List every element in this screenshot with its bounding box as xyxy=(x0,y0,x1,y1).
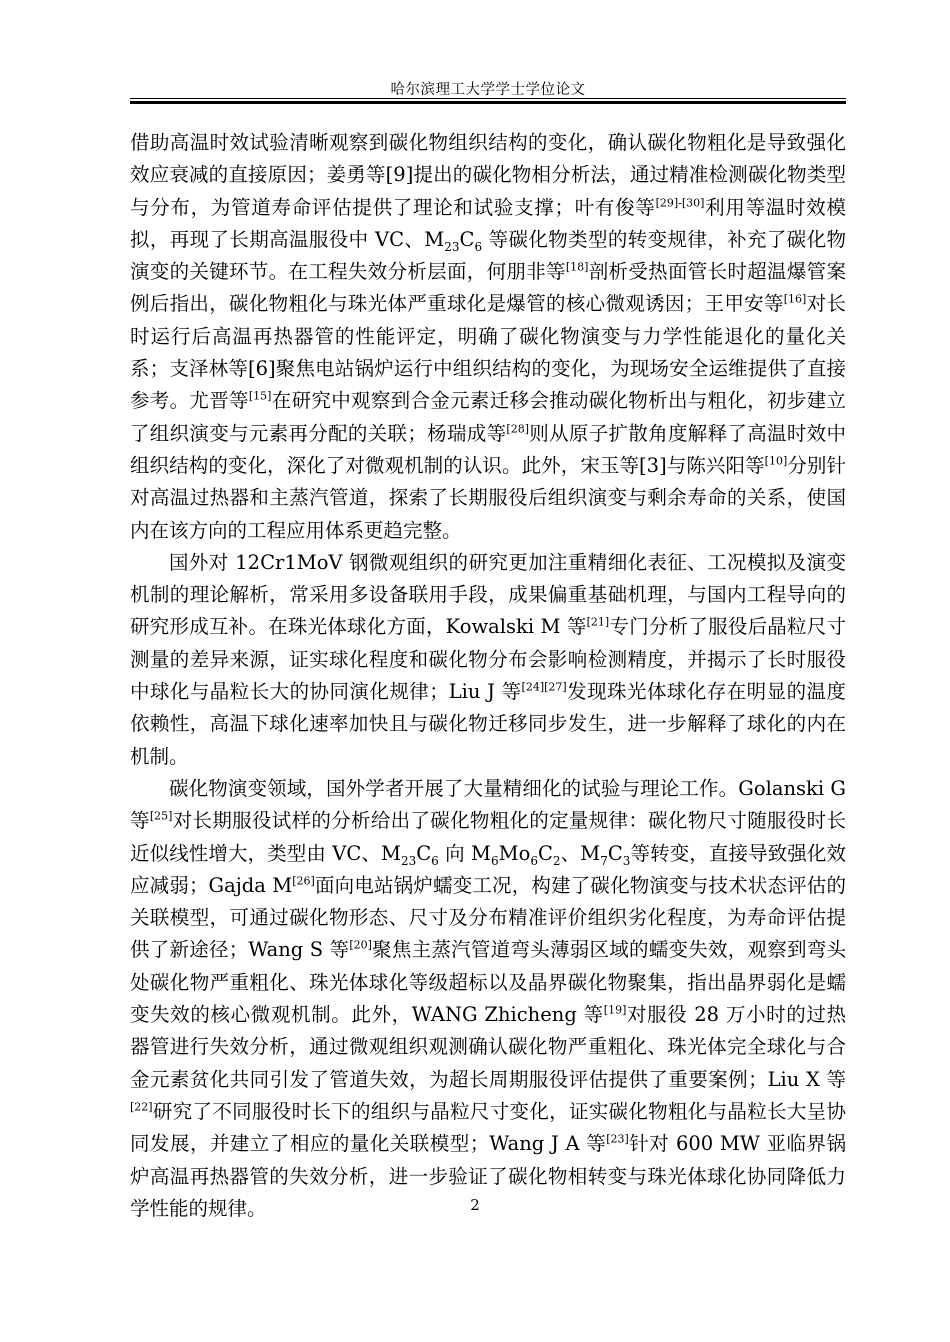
citation: [23] xyxy=(606,1132,629,1146)
citation: [19] xyxy=(603,1003,627,1017)
text-run: 碳化物演变领域，国外学者开展了大量精细化的试验与理论工作。Golanski G 等 xyxy=(130,776,846,833)
text-run: C xyxy=(537,841,553,865)
citation: [29]-[30] xyxy=(655,196,705,210)
paragraph-2 xyxy=(130,547,846,773)
text-run: 面向电站锅炉蠕变工况，构建了碳化物演变与技术状态评估的关联模型，可通过碳化物形态、尺寸及分布精准评价组织劣化程度，为寿命评估提供了新途径；Wang S 等 xyxy=(130,873,846,962)
text-run: Mo xyxy=(498,841,531,865)
text-run: 、M xyxy=(560,841,601,865)
text-run: C xyxy=(459,227,475,251)
page-number: 2 xyxy=(470,1196,480,1214)
body-text xyxy=(130,127,846,1225)
text-run: 针对 600 MW 亚临界锅炉高温再热器管的失效分析，进一步验证了碳化物相转变与珠光体球化协同降低力学性能的规律。 xyxy=(130,1132,847,1220)
text-run: 向 M xyxy=(438,841,491,865)
text-run: 等碳化物类型的转变规律，补充了碳化物演变的关键环节。在工程失效分析层面，何朋非等 xyxy=(130,227,846,284)
subscript: 6 xyxy=(474,239,483,254)
citation: [16] xyxy=(783,292,807,306)
text-run: C xyxy=(416,841,432,865)
subscript: 6 xyxy=(490,853,499,868)
paragraph-1 xyxy=(130,127,846,547)
citation: [26] xyxy=(292,874,315,888)
text-run: 对长时运行后高温再热器管的性能评定，明确了碳化物演变与力学性能退化的量化关系；支泽林等[6]聚焦电站锅炉运行中组织结构的变化，为现场安全运维提供了直接参考。尤晋等 xyxy=(130,292,846,413)
text-run: 国外对 12Cr1MoV 钢微观组织的研究更加注重精细化表征、工况模拟及演变机制的理论解析，常采用多设备联用手段，成果偏重基础机理，与国内工程导向的研究形成互补。在珠光体球化方面，Kowalski M 等 xyxy=(130,550,846,639)
citation: [18] xyxy=(565,260,589,274)
subscript: 23 xyxy=(444,239,460,254)
subscript: 2 xyxy=(552,853,561,868)
subscript: 6 xyxy=(431,853,439,868)
text-run: C xyxy=(607,841,623,865)
citation: [21] xyxy=(586,615,610,629)
header-rule-thick xyxy=(130,101,846,104)
text-run: 等转变，直接导致强化效应减弱；Gajda M xyxy=(130,841,846,897)
subscript: 23 xyxy=(400,853,417,868)
text-run: 分别针对高温过热器和主蒸汽管道，探索了长期服役后组织演变与剩余寿命的关系，使国内在该方向的工程应用体系更趋完整。 xyxy=(130,453,846,542)
running-header: 哈尔滨理工大学学士学位论文 xyxy=(390,82,586,98)
citation: [28] xyxy=(506,422,529,436)
text-run: 剖析受热面管长时超温爆管案例后指出，碳化物粗化与珠光体严重球化是爆管的核心微观诱因；王甲安等 xyxy=(130,260,846,316)
citation: [25] xyxy=(149,809,173,823)
text-run: 借助高温时效试验清晰观察到碳化物组织结构的变化，确认碳化物粗化是导致强化效应衰减的直接原因；姜勇等[9]提出的碳化物相分析法，通过精准检测碳化物类型与分布，为管道寿命评估提供了理论和试验支撑；叶有俊等 xyxy=(130,131,846,219)
text-run: 专门分析了服役后晶粒尺寸测量的差异来源，证实球化程度和碳化物分布会影响检测精度，并揭示了长时服役中球化与晶粒长大的协同演化规律；Liu J 等 xyxy=(130,615,846,704)
paragraph-3 xyxy=(130,773,846,1225)
citation: [24][27] xyxy=(521,680,567,694)
subscript: 7 xyxy=(600,853,608,868)
citation: [22] xyxy=(130,1100,153,1114)
subscript: 3 xyxy=(622,853,631,868)
text-run: 研究了不同服役时长下的组织与晶粒尺寸变化，证实碳化物粗化与晶粒长大呈协同发展，并建立了相应的量化关联模型；Wang J A 等 xyxy=(130,1099,846,1156)
text-run: 在研究中观察到合金元素迁移会推动碳化物析出与粗化，初步建立了组织演变与元素再分配的关联；杨瑞成等 xyxy=(130,389,846,445)
text-run: 聚焦主蒸汽管道弯头薄弱区域的蠕变失效，观察到弯头处碳化物严重粗化、珠光体球化等级超标以及晶界碳化物聚集，指出晶界弱化是蠕变失效的核心微观机制。此外，WANG Zhicheng 等 xyxy=(130,938,846,1027)
text-run: 则从原子扩散角度解释了高温时效中组织结构的变化，深化了对微观机制的认识。此外，宋玉等[3]与陈兴阳等 xyxy=(130,421,846,477)
citation: [20] xyxy=(349,938,372,952)
text-run: 对长期服役试样的分析给出了碳化物粗化的定量规律：碳化物尺寸随服役时长近似线性增大，类型由 VC、M xyxy=(130,809,846,865)
text-run: 利用等温时效模拟，再现了长期高温服役中 VC、M xyxy=(130,195,846,251)
header-rule-thin xyxy=(130,98,846,99)
subscript: 6 xyxy=(530,853,538,868)
text-run: 对服役 28 万小时的过热器管进行失效分析，通过微观组织观测确认碳化物严重粗化、珠光体完全球化与合金元素贫化共同引发了管道失效，为超长周期服役评估提供了重要案例；Liu X 等 xyxy=(130,1003,846,1091)
text-run: 发现珠光体球化存在明显的温度依赖性，高温下球化速率加快且与碳化物迁移同步发生，进一步解释了球化的内在机制。 xyxy=(130,680,846,768)
citation: [15] xyxy=(248,389,272,403)
citation: [10] xyxy=(764,454,788,468)
